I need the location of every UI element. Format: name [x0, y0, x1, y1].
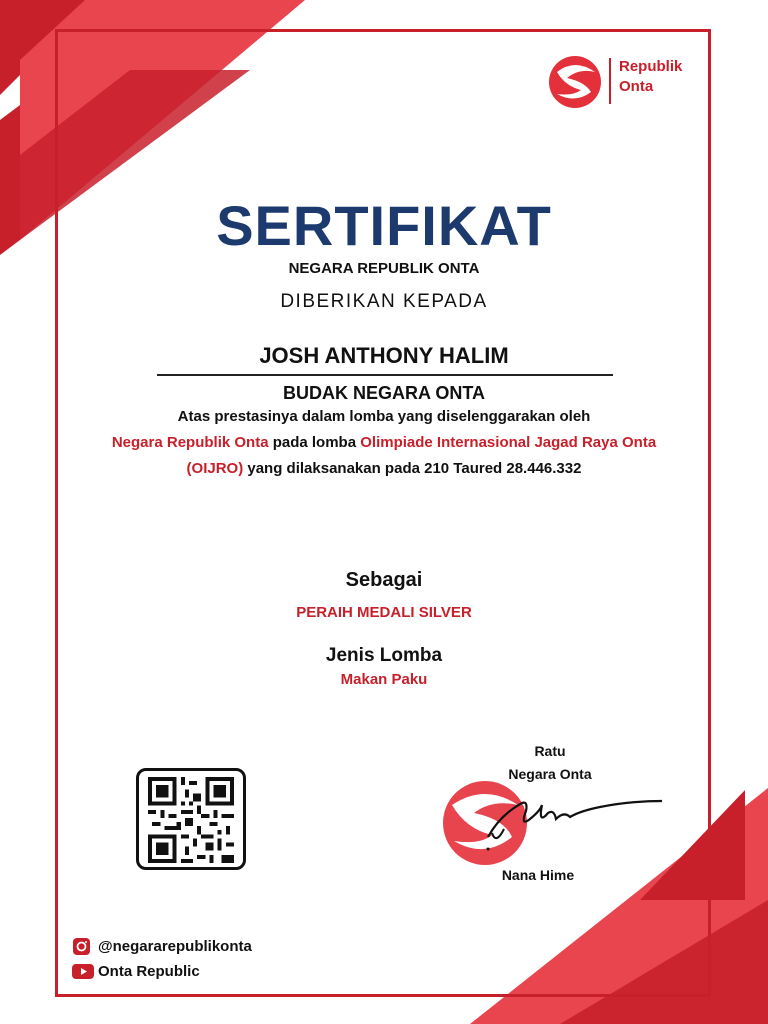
signature-stamp [430, 775, 680, 870]
qr-code[interactable] [136, 768, 246, 870]
youtube-icon [72, 963, 92, 980]
organizer-name: Negara Republik Onta [111, 434, 269, 451]
certificate-title: SERTIFIKAT [216, 194, 552, 257]
logo-mark-icon [545, 52, 607, 110]
recipient-name: JOSH ANTHONY HALIM [259, 343, 509, 368]
certificate-body [100, 404, 668, 482]
award-as-value: PERAIH MEDALI SILVER [296, 604, 472, 621]
recipient-role: BUDAK NEGARA ONTA [283, 383, 485, 403]
competition-type-value: Makan Paku [340, 671, 428, 688]
signer-name: Nana Hime [501, 867, 575, 883]
logo-divider [609, 58, 611, 104]
brand-logo [545, 52, 715, 112]
name-underline [157, 374, 613, 376]
youtube-channel: Onta Republic [98, 963, 200, 980]
social-youtube[interactable] [72, 963, 200, 980]
instagram-icon [72, 938, 92, 955]
body-line-2 [100, 430, 668, 482]
social-instagram[interactable] [72, 938, 252, 955]
brand-line-2: Onta [619, 78, 654, 95]
body-mid-2: yang dilaksanakan pada 210 Taured 28.446.332 [243, 460, 582, 477]
signature-dot [487, 848, 490, 851]
award-as-label: Sebagai [345, 569, 423, 591]
certificate-subtitle: NEGARA REPUBLIK ONTA [288, 260, 480, 277]
qr-code-icon [148, 777, 234, 863]
competition-type-label: Jenis Lomba [325, 645, 443, 666]
signer-title-line-1: Ratu [534, 743, 566, 759]
given-to-label: DIBERIKAN KEPADA [280, 291, 488, 312]
instagram-handle: @negararepublikonta [98, 938, 252, 955]
signer-title-line-2: Negara Onta [508, 766, 592, 782]
body-line-1: Atas prestasinya dalam lomba yang diselenggarakan oleh [177, 408, 591, 425]
brand-name [619, 57, 682, 97]
body-mid-1: pada lomba [268, 434, 361, 451]
competition-name: Olimpiade Internasional Jagad Raya Onta (OIJRO) [186, 434, 657, 477]
brand-line-1: Republik [619, 58, 683, 75]
